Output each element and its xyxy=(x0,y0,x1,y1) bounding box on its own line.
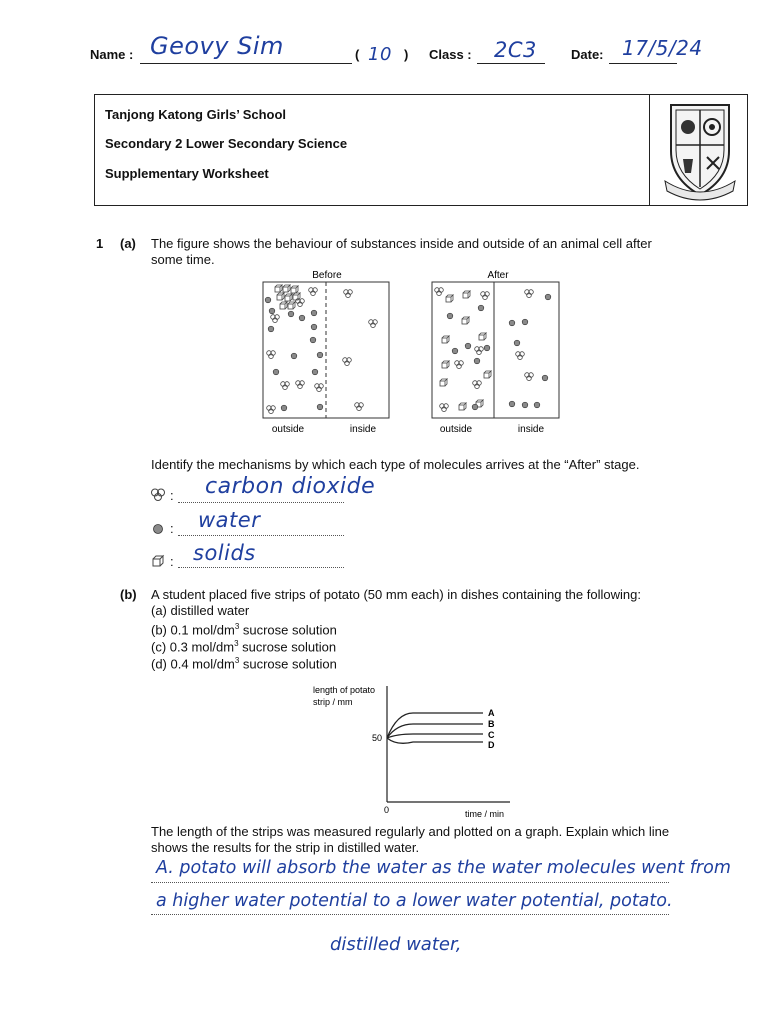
option-c-sup: 3 xyxy=(234,639,239,648)
explain-answer-2[interactable]: a higher water potential to a lower water potential, potato. xyxy=(156,891,673,911)
answer-1-text[interactable]: carbon dioxide xyxy=(205,474,376,499)
class-underline xyxy=(477,63,545,64)
box-divider xyxy=(649,95,650,205)
identify-prompt: Identify the mechanisms by which each type of molecules arrives at the “After” stage. xyxy=(151,457,640,472)
name-underline xyxy=(140,63,352,64)
cube-molecule-icon xyxy=(151,554,165,568)
fig-before-outside-label: outside xyxy=(271,424,305,435)
date-value[interactable]: 17/5/24 xyxy=(622,36,703,60)
graph-xlabel: time / min xyxy=(465,809,505,819)
answer-3-line xyxy=(178,567,344,568)
graph-line-d xyxy=(387,738,483,743)
graph-y50-label: 50 xyxy=(372,733,383,743)
fig-before-inside-label: inside xyxy=(349,424,377,435)
option-c-text: (c) 0.3 mol/dm xyxy=(151,639,235,655)
part-b-label: (b) xyxy=(120,587,137,602)
index-value[interactable]: 10 xyxy=(368,44,392,65)
index-close-paren: ) xyxy=(404,47,409,62)
explain-line-2 xyxy=(151,914,669,915)
option-d xyxy=(151,653,337,672)
option-b-text: (b) 0.1 mol/dm xyxy=(151,622,235,638)
answer-1-line xyxy=(178,502,344,503)
answer-2-text[interactable]: water xyxy=(198,508,261,532)
co2-molecule-icon xyxy=(150,487,166,501)
answer-3-separator: : xyxy=(170,554,174,569)
option-d-text: (d) 0.4 mol/dm xyxy=(151,656,235,672)
graph-ylabel-2: strip / mm xyxy=(313,697,353,707)
graph-origin-label: 0 xyxy=(384,805,390,815)
answer-1-separator: : xyxy=(170,488,174,503)
answer-2-line xyxy=(178,535,344,536)
graph-ylabel-1: length of potato xyxy=(313,685,376,695)
graph-line-b xyxy=(387,724,483,738)
fig-after-outside-label: outside xyxy=(439,424,473,435)
class-value[interactable]: 2C3 xyxy=(494,38,537,62)
answer-3-text[interactable]: solids xyxy=(193,541,256,565)
name-label: Name : xyxy=(90,47,134,62)
option-b-rest: sucrose solution xyxy=(239,622,337,638)
q1a-text: The figure shows the behaviour of substances inside and outside of an animal cell after some time. xyxy=(151,236,652,267)
name-value[interactable]: Geovy Sim xyxy=(150,32,284,60)
explain-answer-1[interactable]: A. potato will absorb the water as the water molecules went from xyxy=(156,858,731,878)
school-crest-icon xyxy=(663,99,737,201)
graph-line-c xyxy=(387,734,483,738)
course-name: Secondary 2 Lower Secondary Science xyxy=(105,136,348,151)
q1b-text: A student placed five strips of potato (50 mm each) in dishes containing the following: xyxy=(151,587,641,602)
potato-strip-graph xyxy=(305,680,525,822)
school-info-box xyxy=(94,94,748,206)
worksheet-title: Supplementary Worksheet xyxy=(105,166,269,181)
graph-label-a: A xyxy=(488,708,495,718)
date-underline xyxy=(609,63,677,64)
fig-after-inside-label: inside xyxy=(517,424,545,435)
explain-line-1 xyxy=(151,882,669,883)
option-a: (a) distilled water xyxy=(151,603,250,618)
part-a-label: (a) xyxy=(120,236,136,251)
water-molecule-icon xyxy=(152,523,164,535)
option-b-sup: 3 xyxy=(234,622,240,631)
graph-label-b: B xyxy=(488,719,495,729)
date-label: Date: xyxy=(571,47,604,62)
option-d-sup: 3 xyxy=(234,656,240,665)
option-c-rest: sucrose solution xyxy=(238,639,337,655)
class-label: Class : xyxy=(429,47,472,62)
q1b-explain-prompt: The length of the strips was measured regularly and plotted on a graph. Explain which line shows the results for the strip in distilled water. xyxy=(151,824,670,855)
graph-label-d: D xyxy=(488,740,495,750)
graph-label-c: C xyxy=(488,730,495,740)
fig-before-label: Before xyxy=(312,270,342,281)
school-name: Tanjong Katong Girls’ School xyxy=(105,107,287,122)
option-d-rest: sucrose solution xyxy=(239,656,337,672)
cell-diffusion-figure xyxy=(255,264,575,440)
fig-after-label: After xyxy=(487,270,509,281)
question-number: 1 xyxy=(96,236,104,251)
answer-2-separator: : xyxy=(170,521,174,536)
explain-answer-3[interactable]: distilled water, xyxy=(330,934,462,955)
index-open-paren: ( xyxy=(355,47,360,62)
